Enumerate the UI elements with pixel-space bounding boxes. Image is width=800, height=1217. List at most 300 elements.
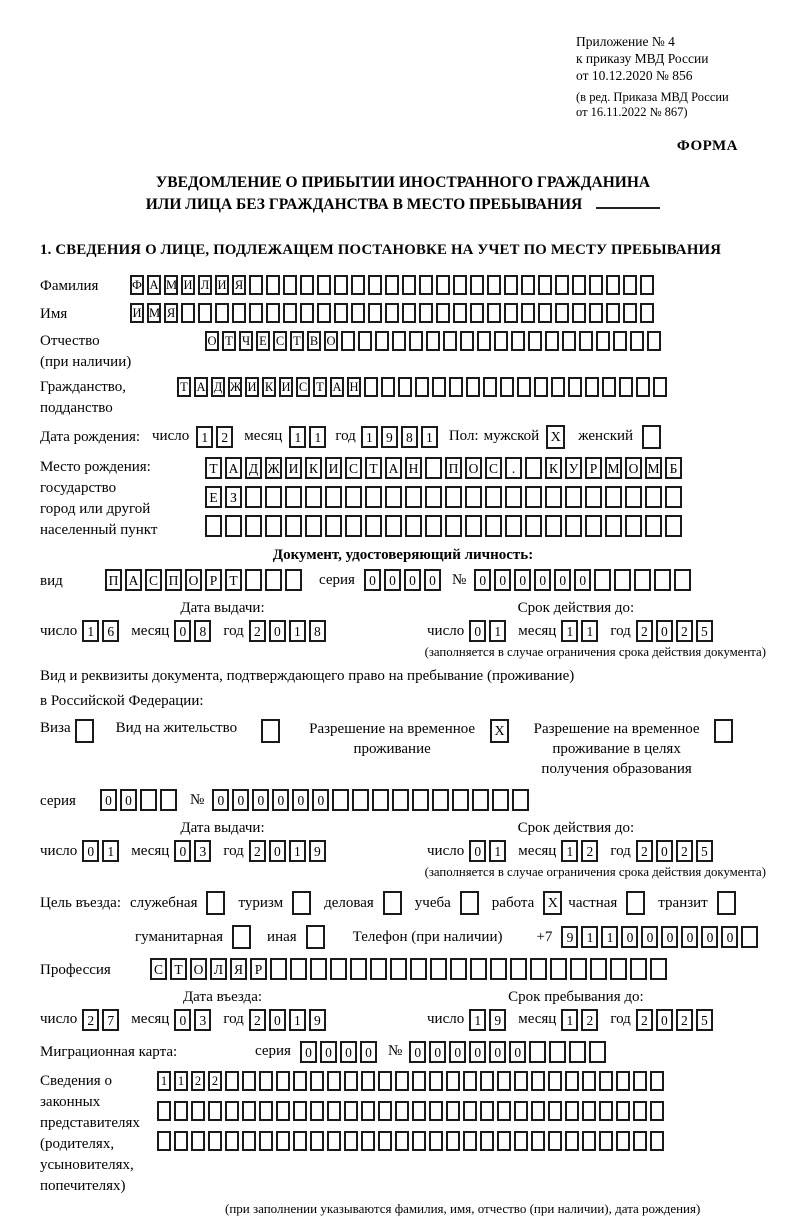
char-cell[interactable] bbox=[310, 958, 327, 980]
char-cell[interactable] bbox=[650, 1131, 664, 1151]
char-cell[interactable] bbox=[545, 515, 562, 537]
char-cell[interactable] bbox=[636, 377, 650, 397]
char-cell[interactable]: И bbox=[245, 377, 259, 397]
char-cell[interactable] bbox=[191, 1131, 205, 1151]
char-cell[interactable]: 0 bbox=[212, 789, 229, 811]
char-cell[interactable] bbox=[259, 1071, 273, 1091]
char-cell[interactable] bbox=[265, 569, 282, 591]
char-cell[interactable]: 0 bbox=[100, 789, 117, 811]
char-cell[interactable] bbox=[497, 1101, 511, 1121]
char-cell[interactable] bbox=[463, 1071, 477, 1091]
char-cell[interactable] bbox=[483, 377, 497, 397]
char-cell[interactable]: К bbox=[262, 377, 276, 397]
char-cell[interactable]: Р bbox=[585, 457, 602, 479]
char-cell[interactable] bbox=[249, 275, 263, 295]
char-cell[interactable]: 0 bbox=[269, 1009, 286, 1031]
char-cell[interactable]: 1 bbox=[174, 1071, 188, 1091]
char-cell[interactable] bbox=[545, 331, 559, 351]
char-cell[interactable] bbox=[395, 1131, 409, 1151]
char-cell[interactable] bbox=[317, 275, 331, 295]
char-cell[interactable] bbox=[266, 303, 280, 323]
char-cell[interactable] bbox=[160, 789, 177, 811]
char-cell[interactable] bbox=[392, 789, 409, 811]
char-cell[interactable]: Р bbox=[250, 958, 267, 980]
char-cell[interactable] bbox=[514, 1071, 528, 1091]
char-cell[interactable] bbox=[485, 515, 502, 537]
char-cell[interactable] bbox=[310, 1131, 324, 1151]
char-cell[interactable]: 2 bbox=[208, 1071, 222, 1091]
char-cell[interactable]: 1 bbox=[561, 620, 578, 642]
char-cell[interactable]: 0 bbox=[82, 840, 99, 862]
char-cell[interactable] bbox=[517, 377, 531, 397]
char-cell[interactable] bbox=[425, 486, 442, 508]
char-cell[interactable] bbox=[378, 1071, 392, 1091]
char-cell[interactable]: 0 bbox=[429, 1041, 446, 1063]
char-cell[interactable]: Е bbox=[205, 486, 222, 508]
char-cell[interactable]: 0 bbox=[360, 1041, 377, 1063]
char-cell[interactable] bbox=[625, 486, 642, 508]
char-cell[interactable]: С bbox=[273, 331, 287, 351]
char-cell[interactable] bbox=[381, 377, 395, 397]
char-cell[interactable] bbox=[351, 275, 365, 295]
char-cell[interactable]: 0 bbox=[469, 1041, 486, 1063]
char-cell[interactable] bbox=[582, 1131, 596, 1151]
char-cell[interactable] bbox=[398, 377, 412, 397]
char-cell[interactable] bbox=[633, 1131, 647, 1151]
char-cell[interactable]: 9 bbox=[489, 1009, 506, 1031]
char-cell[interactable] bbox=[570, 958, 587, 980]
char-cell[interactable] bbox=[445, 486, 462, 508]
char-cell[interactable] bbox=[232, 303, 246, 323]
char-cell[interactable] bbox=[429, 1101, 443, 1121]
char-cell[interactable] bbox=[265, 515, 282, 537]
char-cell[interactable]: 0 bbox=[272, 789, 289, 811]
char-cell[interactable]: 9 bbox=[309, 840, 326, 862]
char-cell[interactable]: Я bbox=[230, 958, 247, 980]
char-cell[interactable] bbox=[530, 958, 547, 980]
char-cell[interactable]: 2 bbox=[636, 620, 653, 642]
char-cell[interactable]: И bbox=[325, 457, 342, 479]
char-cell[interactable] bbox=[605, 515, 622, 537]
char-cell[interactable]: Ж bbox=[265, 457, 282, 479]
char-cell[interactable] bbox=[614, 569, 631, 591]
char-cell[interactable] bbox=[419, 275, 433, 295]
char-cell[interactable]: . bbox=[505, 457, 522, 479]
char-cell[interactable] bbox=[492, 789, 509, 811]
char-cell[interactable]: 2 bbox=[249, 1009, 266, 1031]
char-cell[interactable] bbox=[305, 515, 322, 537]
char-cell[interactable] bbox=[521, 275, 535, 295]
char-cell[interactable] bbox=[225, 1101, 239, 1121]
char-cell[interactable] bbox=[487, 275, 501, 295]
char-cell[interactable]: 2 bbox=[676, 840, 693, 862]
char-cell[interactable] bbox=[650, 958, 667, 980]
char-cell[interactable] bbox=[436, 275, 450, 295]
char-cell[interactable]: 7 bbox=[102, 1009, 119, 1031]
char-cell[interactable] bbox=[310, 1101, 324, 1121]
char-cell[interactable] bbox=[368, 303, 382, 323]
char-cell[interactable]: 1 bbox=[489, 840, 506, 862]
char-cell[interactable]: 0 bbox=[364, 569, 381, 591]
char-cell[interactable] bbox=[453, 275, 467, 295]
char-cell[interactable]: Б bbox=[665, 457, 682, 479]
char-cell[interactable] bbox=[562, 331, 576, 351]
char-cell[interactable]: 0 bbox=[514, 569, 531, 591]
char-cell[interactable] bbox=[436, 303, 450, 323]
char-cell[interactable] bbox=[616, 1131, 630, 1151]
char-cell[interactable] bbox=[368, 275, 382, 295]
purpose-work-checkbox[interactable]: X bbox=[543, 891, 562, 915]
char-cell[interactable] bbox=[616, 1071, 630, 1091]
char-cell[interactable] bbox=[174, 1101, 188, 1121]
char-cell[interactable]: Т bbox=[222, 331, 236, 351]
char-cell[interactable] bbox=[395, 1101, 409, 1121]
char-cell[interactable] bbox=[432, 789, 449, 811]
char-cell[interactable] bbox=[410, 958, 427, 980]
char-cell[interactable]: 9 bbox=[561, 926, 578, 948]
char-cell[interactable] bbox=[572, 303, 586, 323]
visa-checkbox[interactable] bbox=[75, 719, 94, 743]
char-cell[interactable]: 0 bbox=[292, 789, 309, 811]
char-cell[interactable] bbox=[619, 377, 633, 397]
char-cell[interactable] bbox=[350, 958, 367, 980]
temp-residence-checkbox[interactable]: X bbox=[490, 719, 509, 743]
char-cell[interactable]: 3 bbox=[194, 840, 211, 862]
char-cell[interactable] bbox=[305, 486, 322, 508]
char-cell[interactable] bbox=[300, 275, 314, 295]
purpose-study-checkbox[interactable] bbox=[460, 891, 479, 915]
char-cell[interactable] bbox=[361, 1071, 375, 1091]
char-cell[interactable] bbox=[385, 275, 399, 295]
char-cell[interactable] bbox=[215, 303, 229, 323]
char-cell[interactable] bbox=[402, 275, 416, 295]
char-cell[interactable]: 2 bbox=[249, 840, 266, 862]
char-cell[interactable] bbox=[242, 1131, 256, 1151]
char-cell[interactable]: 1 bbox=[561, 1009, 578, 1031]
char-cell[interactable]: 1 bbox=[601, 926, 618, 948]
char-cell[interactable] bbox=[276, 1101, 290, 1121]
char-cell[interactable]: Т bbox=[177, 377, 191, 397]
char-cell[interactable] bbox=[409, 331, 423, 351]
char-cell[interactable] bbox=[477, 331, 491, 351]
char-cell[interactable]: 0 bbox=[656, 620, 673, 642]
char-cell[interactable]: Н bbox=[405, 457, 422, 479]
char-cell[interactable]: 2 bbox=[249, 620, 266, 642]
char-cell[interactable]: 0 bbox=[494, 569, 511, 591]
char-cell[interactable] bbox=[640, 303, 654, 323]
char-cell[interactable]: С bbox=[345, 457, 362, 479]
char-cell[interactable] bbox=[650, 1101, 664, 1121]
char-cell[interactable]: О bbox=[205, 331, 219, 351]
char-cell[interactable] bbox=[497, 1131, 511, 1151]
char-cell[interactable] bbox=[634, 569, 651, 591]
char-cell[interactable] bbox=[512, 789, 529, 811]
char-cell[interactable] bbox=[270, 958, 287, 980]
char-cell[interactable] bbox=[327, 1131, 341, 1151]
char-cell[interactable] bbox=[344, 1101, 358, 1121]
char-cell[interactable] bbox=[225, 515, 242, 537]
char-cell[interactable] bbox=[665, 486, 682, 508]
char-cell[interactable]: 9 bbox=[309, 1009, 326, 1031]
char-cell[interactable] bbox=[514, 1101, 528, 1121]
char-cell[interactable] bbox=[525, 486, 542, 508]
char-cell[interactable] bbox=[548, 1101, 562, 1121]
char-cell[interactable] bbox=[378, 1101, 392, 1121]
char-cell[interactable] bbox=[465, 515, 482, 537]
char-cell[interactable]: А bbox=[385, 457, 402, 479]
char-cell[interactable] bbox=[415, 377, 429, 397]
char-cell[interactable] bbox=[443, 331, 457, 351]
char-cell[interactable]: 2 bbox=[581, 840, 598, 862]
char-cell[interactable] bbox=[555, 303, 569, 323]
char-cell[interactable] bbox=[640, 275, 654, 295]
char-cell[interactable] bbox=[551, 377, 565, 397]
char-cell[interactable] bbox=[565, 486, 582, 508]
char-cell[interactable]: 0 bbox=[621, 926, 638, 948]
char-cell[interactable] bbox=[589, 275, 603, 295]
char-cell[interactable] bbox=[565, 1071, 579, 1091]
char-cell[interactable] bbox=[341, 331, 355, 351]
char-cell[interactable]: Ж bbox=[228, 377, 242, 397]
char-cell[interactable] bbox=[599, 1101, 613, 1121]
char-cell[interactable]: 0 bbox=[574, 569, 591, 591]
char-cell[interactable]: 0 bbox=[174, 1009, 191, 1031]
char-cell[interactable]: 0 bbox=[252, 789, 269, 811]
char-cell[interactable]: 1 bbox=[489, 620, 506, 642]
char-cell[interactable]: 1 bbox=[581, 926, 598, 948]
char-cell[interactable]: 0 bbox=[174, 620, 191, 642]
char-cell[interactable] bbox=[565, 1131, 579, 1151]
char-cell[interactable] bbox=[191, 1101, 205, 1121]
char-cell[interactable] bbox=[266, 275, 280, 295]
char-cell[interactable] bbox=[405, 486, 422, 508]
char-cell[interactable] bbox=[334, 275, 348, 295]
char-cell[interactable]: К bbox=[545, 457, 562, 479]
char-cell[interactable] bbox=[285, 569, 302, 591]
char-cell[interactable] bbox=[378, 1131, 392, 1151]
char-cell[interactable] bbox=[174, 1131, 188, 1151]
char-cell[interactable] bbox=[344, 1071, 358, 1091]
char-cell[interactable] bbox=[325, 486, 342, 508]
char-cell[interactable] bbox=[290, 958, 307, 980]
purpose-transit-checkbox[interactable] bbox=[717, 891, 736, 915]
char-cell[interactable]: 2 bbox=[676, 620, 693, 642]
char-cell[interactable]: Т bbox=[365, 457, 382, 479]
char-cell[interactable]: 2 bbox=[216, 426, 233, 448]
char-cell[interactable] bbox=[645, 515, 662, 537]
char-cell[interactable]: Ч bbox=[239, 331, 253, 351]
char-cell[interactable]: 0 bbox=[469, 840, 486, 862]
char-cell[interactable] bbox=[293, 1071, 307, 1091]
char-cell[interactable] bbox=[426, 331, 440, 351]
char-cell[interactable]: 1 bbox=[82, 620, 99, 642]
char-cell[interactable] bbox=[525, 515, 542, 537]
char-cell[interactable] bbox=[504, 275, 518, 295]
char-cell[interactable] bbox=[352, 789, 369, 811]
char-cell[interactable]: Т bbox=[205, 457, 222, 479]
char-cell[interactable]: 0 bbox=[656, 1009, 673, 1031]
char-cell[interactable]: А bbox=[225, 457, 242, 479]
char-cell[interactable]: О bbox=[465, 457, 482, 479]
char-cell[interactable] bbox=[370, 958, 387, 980]
char-cell[interactable] bbox=[568, 377, 582, 397]
char-cell[interactable]: 2 bbox=[191, 1071, 205, 1091]
char-cell[interactable] bbox=[602, 377, 616, 397]
char-cell[interactable]: 0 bbox=[449, 1041, 466, 1063]
char-cell[interactable]: 1 bbox=[561, 840, 578, 862]
char-cell[interactable] bbox=[538, 303, 552, 323]
char-cell[interactable] bbox=[548, 1131, 562, 1151]
char-cell[interactable]: Я bbox=[232, 275, 246, 295]
char-cell[interactable] bbox=[572, 275, 586, 295]
char-cell[interactable]: А bbox=[125, 569, 142, 591]
char-cell[interactable] bbox=[470, 958, 487, 980]
char-cell[interactable] bbox=[365, 486, 382, 508]
char-cell[interactable]: М bbox=[605, 457, 622, 479]
char-cell[interactable] bbox=[327, 1071, 341, 1091]
char-cell[interactable] bbox=[157, 1101, 171, 1121]
char-cell[interactable] bbox=[446, 1101, 460, 1121]
char-cell[interactable] bbox=[242, 1101, 256, 1121]
char-cell[interactable] bbox=[472, 789, 489, 811]
char-cell[interactable] bbox=[599, 1071, 613, 1091]
char-cell[interactable]: 0 bbox=[554, 569, 571, 591]
char-cell[interactable]: И bbox=[181, 275, 195, 295]
char-cell[interactable] bbox=[741, 926, 758, 948]
char-cell[interactable] bbox=[157, 1131, 171, 1151]
char-cell[interactable] bbox=[505, 486, 522, 508]
char-cell[interactable]: П bbox=[445, 457, 462, 479]
char-cell[interactable] bbox=[623, 303, 637, 323]
char-cell[interactable] bbox=[565, 515, 582, 537]
char-cell[interactable] bbox=[582, 1101, 596, 1121]
char-cell[interactable] bbox=[589, 303, 603, 323]
char-cell[interactable] bbox=[521, 303, 535, 323]
char-cell[interactable] bbox=[650, 1071, 664, 1091]
char-cell[interactable]: 9 bbox=[381, 426, 398, 448]
char-cell[interactable] bbox=[504, 303, 518, 323]
char-cell[interactable]: К bbox=[305, 457, 322, 479]
char-cell[interactable] bbox=[395, 1071, 409, 1091]
char-cell[interactable]: Н bbox=[347, 377, 361, 397]
char-cell[interactable] bbox=[293, 1131, 307, 1151]
residence-permit-checkbox[interactable] bbox=[261, 719, 280, 743]
char-cell[interactable] bbox=[505, 515, 522, 537]
char-cell[interactable]: С bbox=[485, 457, 502, 479]
char-cell[interactable]: 0 bbox=[384, 569, 401, 591]
char-cell[interactable] bbox=[385, 303, 399, 323]
char-cell[interactable] bbox=[466, 377, 480, 397]
char-cell[interactable] bbox=[480, 1101, 494, 1121]
char-cell[interactable]: Д bbox=[211, 377, 225, 397]
char-cell[interactable] bbox=[452, 789, 469, 811]
char-cell[interactable] bbox=[330, 958, 347, 980]
char-cell[interactable] bbox=[606, 275, 620, 295]
char-cell[interactable] bbox=[425, 515, 442, 537]
char-cell[interactable] bbox=[665, 515, 682, 537]
char-cell[interactable] bbox=[402, 303, 416, 323]
char-cell[interactable] bbox=[630, 958, 647, 980]
char-cell[interactable] bbox=[645, 486, 662, 508]
char-cell[interactable] bbox=[364, 377, 378, 397]
char-cell[interactable]: 8 bbox=[194, 620, 211, 642]
char-cell[interactable] bbox=[610, 958, 627, 980]
char-cell[interactable] bbox=[585, 515, 602, 537]
char-cell[interactable] bbox=[487, 303, 501, 323]
char-cell[interactable] bbox=[361, 1101, 375, 1121]
char-cell[interactable] bbox=[225, 1131, 239, 1151]
char-cell[interactable] bbox=[245, 515, 262, 537]
char-cell[interactable]: 1 bbox=[289, 1009, 306, 1031]
char-cell[interactable]: 5 bbox=[696, 620, 713, 642]
char-cell[interactable]: 0 bbox=[656, 840, 673, 862]
char-cell[interactable] bbox=[633, 1071, 647, 1091]
char-cell[interactable] bbox=[245, 569, 262, 591]
char-cell[interactable]: 2 bbox=[676, 1009, 693, 1031]
char-cell[interactable]: А bbox=[330, 377, 344, 397]
char-cell[interactable] bbox=[300, 303, 314, 323]
char-cell[interactable] bbox=[385, 515, 402, 537]
char-cell[interactable] bbox=[599, 1131, 613, 1151]
char-cell[interactable]: 0 bbox=[340, 1041, 357, 1063]
char-cell[interactable] bbox=[494, 331, 508, 351]
char-cell[interactable]: 1 bbox=[157, 1071, 171, 1091]
char-cell[interactable] bbox=[181, 303, 195, 323]
char-cell[interactable]: П bbox=[105, 569, 122, 591]
char-cell[interactable] bbox=[446, 1071, 460, 1091]
char-cell[interactable] bbox=[531, 1101, 545, 1121]
sex-female-checkbox[interactable] bbox=[642, 425, 661, 449]
char-cell[interactable] bbox=[525, 457, 542, 479]
char-cell[interactable] bbox=[276, 1131, 290, 1151]
char-cell[interactable]: 2 bbox=[82, 1009, 99, 1031]
char-cell[interactable] bbox=[351, 303, 365, 323]
char-cell[interactable] bbox=[412, 1071, 426, 1091]
char-cell[interactable] bbox=[582, 1071, 596, 1091]
char-cell[interactable] bbox=[531, 1071, 545, 1091]
char-cell[interactable] bbox=[606, 303, 620, 323]
char-cell[interactable]: Л bbox=[198, 275, 212, 295]
char-cell[interactable] bbox=[334, 303, 348, 323]
char-cell[interactable]: 1 bbox=[469, 1009, 486, 1031]
char-cell[interactable] bbox=[465, 486, 482, 508]
char-cell[interactable] bbox=[358, 331, 372, 351]
char-cell[interactable]: 0 bbox=[120, 789, 137, 811]
char-cell[interactable]: 1 bbox=[309, 426, 326, 448]
char-cell[interactable]: С bbox=[145, 569, 162, 591]
char-cell[interactable] bbox=[198, 303, 212, 323]
char-cell[interactable]: 2 bbox=[581, 1009, 598, 1031]
char-cell[interactable]: И bbox=[279, 377, 293, 397]
char-cell[interactable] bbox=[596, 331, 610, 351]
char-cell[interactable]: Л bbox=[210, 958, 227, 980]
char-cell[interactable] bbox=[590, 958, 607, 980]
char-cell[interactable]: 1 bbox=[196, 426, 213, 448]
char-cell[interactable]: 8 bbox=[309, 620, 326, 642]
char-cell[interactable]: 1 bbox=[361, 426, 378, 448]
char-cell[interactable] bbox=[205, 515, 222, 537]
char-cell[interactable]: 0 bbox=[469, 620, 486, 642]
char-cell[interactable] bbox=[249, 303, 263, 323]
char-cell[interactable] bbox=[485, 486, 502, 508]
purpose-business-checkbox[interactable] bbox=[206, 891, 225, 915]
char-cell[interactable] bbox=[344, 1131, 358, 1151]
char-cell[interactable]: 0 bbox=[424, 569, 441, 591]
char-cell[interactable] bbox=[412, 1101, 426, 1121]
char-cell[interactable] bbox=[654, 569, 671, 591]
purpose-tourism-checkbox[interactable] bbox=[292, 891, 311, 915]
char-cell[interactable] bbox=[623, 275, 637, 295]
